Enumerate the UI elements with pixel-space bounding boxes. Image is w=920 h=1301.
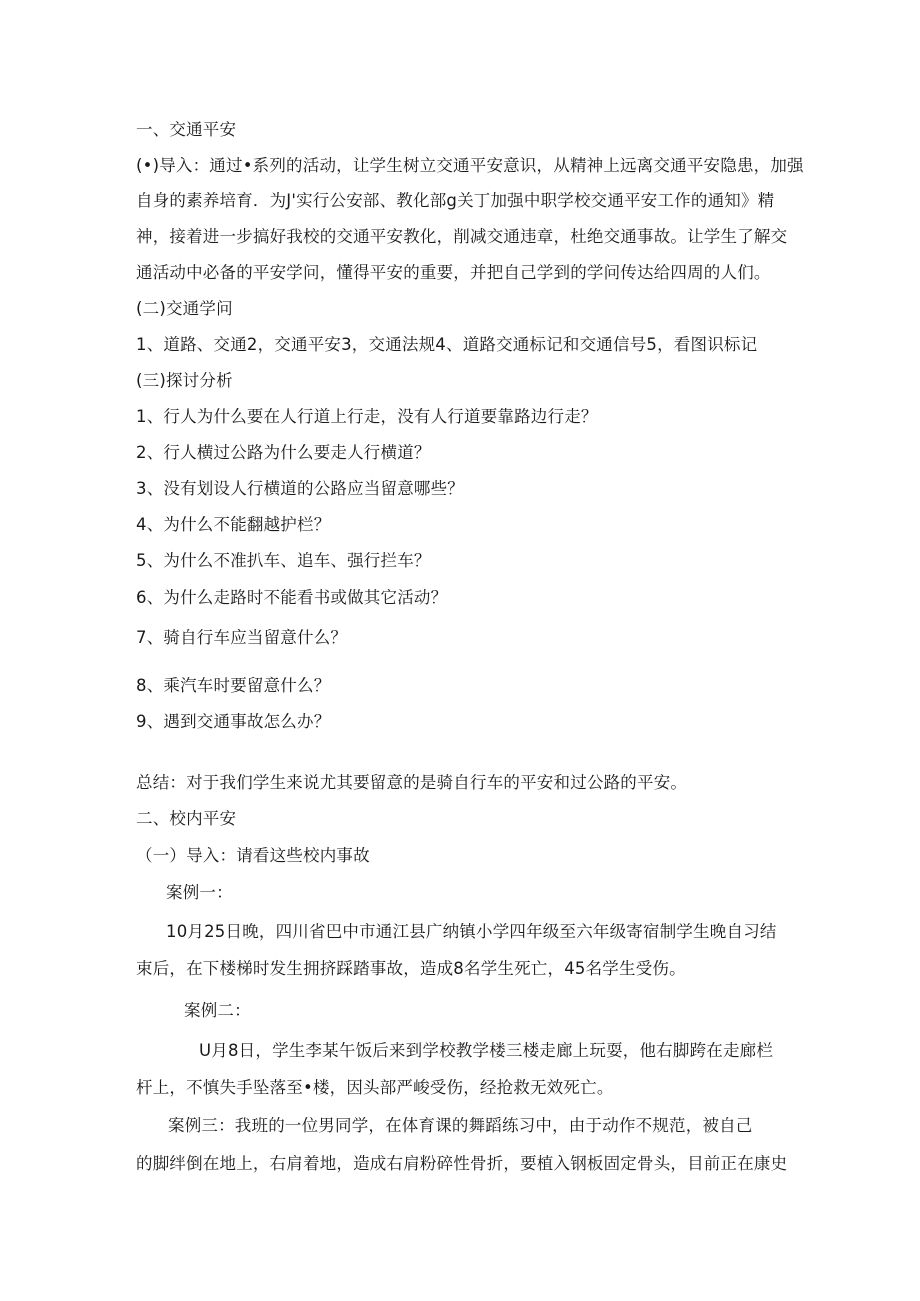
list-item: 3、没有划设人行横道的公路应当留意哪些？ bbox=[136, 479, 464, 498]
paragraph-line: 案例三：我班的一位男同学，在体育课的舞蹈练习中，由于动作不规范，被自己 bbox=[168, 1116, 753, 1135]
subsection-heading: （一）导入：请看这些校内事故 bbox=[136, 846, 370, 865]
case-label: 案例二： bbox=[184, 1001, 251, 1020]
subsection-heading: (二)交通学问 bbox=[136, 299, 233, 318]
list-item: 7、骑自行车应当留意什么？ bbox=[136, 628, 348, 647]
paragraph-line: 1、道路、交通2，交通平安3，交通法规4、道路交通标记和交通信号5，看图识标记 bbox=[136, 335, 758, 354]
paragraph-line: U月8日，学生李某午饭后来到学校教学楼三楼走廊上玩耍，他右脚跨在走廊栏 bbox=[199, 1041, 774, 1060]
paragraph-line: (•)导入：通过•系列的活动，让学生树立交通平安意识，从精神上远离交通平安隐患，加强 bbox=[136, 156, 804, 175]
paragraph-line: 自身的素养培育．为J'实行公安部、教化部g关丁加强中职学校交通平安工作的通知》精 bbox=[136, 191, 775, 210]
section-heading-campus-safety: 二、校内平安 bbox=[136, 809, 237, 828]
section-heading-traffic-safety: 一、交通平安 bbox=[136, 120, 237, 139]
list-item: 4、为什么不能翻越护栏？ bbox=[136, 515, 331, 534]
paragraph-line: 束后，在下楼梯时发生拥挤踩踏事故，造成8名学生死亡，45名学生受伤。 bbox=[136, 959, 686, 978]
list-item: 2、行人横过公路为什么要走人行横道？ bbox=[136, 443, 431, 462]
paragraph-line: 神，接着进一步搞好我校的交通平安教化，削减交通违章，杜绝交通事故。让学生了解交 bbox=[136, 227, 788, 246]
subsection-heading: (三)探讨分析 bbox=[136, 371, 233, 390]
list-item: 1、行人为什么要在人行道上行走，没有人行道要靠路边行走？ bbox=[136, 407, 598, 426]
list-item: 5、为什么不准扒车、追车、强行拦车？ bbox=[136, 551, 431, 570]
summary-line: 总结：对于我们学生来说尤其要留意的是骑自行车的平安和过公路的平安。 bbox=[136, 773, 688, 792]
list-item: 9、遇到交通事故怎么办？ bbox=[136, 712, 331, 731]
case-label: 案例一： bbox=[166, 883, 233, 902]
paragraph-line: 的脚绊倒在地上，右肩着地，造成右肩粉碎性骨折，要植入钢板固定骨头，目前正在康史 bbox=[136, 1154, 788, 1173]
list-item: 6、为什么走路时不能看书或做其它活动？ bbox=[136, 588, 448, 607]
paragraph-line: 10月25日晚，四川省巴中市通江县广纳镇小学四年级至六年级寄宿制学生晚自习结 bbox=[166, 922, 777, 941]
list-item: 8、乘汽车时要留意什么？ bbox=[136, 676, 331, 695]
paragraph-line: 杆上，不慎失手坠落至•楼，因头部严峻受伤，经抢救无效死亡。 bbox=[136, 1078, 614, 1097]
paragraph-line: 通活动中必备的平安学问，懂得平安的重要，并把自己学到的学问传达给四周的人们。 bbox=[136, 263, 771, 282]
